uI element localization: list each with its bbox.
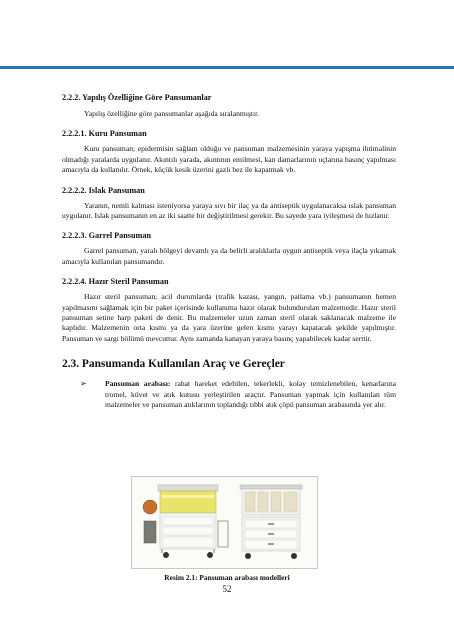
bullet-term: Pansuman arabası: (105, 379, 171, 389)
section-heading-garrel: 2.2.2.3. Garrel Pansuman (62, 231, 152, 241)
section-heading-2-3: 2.3. Pansumanda Kullanılan Araç ve Gereçler (62, 358, 285, 371)
section-heading-islak: 2.2.2.2. Islak Pansuman (62, 185, 145, 195)
cart-right-image (240, 485, 302, 559)
bullet-item-pansuman-arabasi (62, 379, 396, 410)
figure-caption: Resim 2.1: Pansuman arabası modelleri (164, 573, 290, 582)
bullet-body: rahat hareket edebilen, tekerlekli, kolay temizlenebilen, kenarlarına tromel, küvet ve atık kutusu yerleştirilen araçtır. Pansuman yapmak için kullanılan tüm malzemeler ve pansuman atıklarının toplandığı tıbbi atık çöpü pansuman arabasında yer alır. (105, 379, 396, 410)
cart-photo (131, 476, 318, 569)
header-rule (0, 66, 454, 69)
section-heading-2-2-2: 2.2.2. Yapılış Özelliğine Göre Pansumanlar (62, 93, 212, 102)
paragraph-garrel: Garrel pansuman, yaralı bölgeyi devamlı ya da belirli aralıklarla uygun antiseptik veya ilaçla yıkamak amacıyla kullanılan pansumandır. (62, 246, 396, 266)
paragraph-hazir: Hazır steril pansuman; acil durumlarda (trafik kazası, yangın, patlama vb.) pansumanın hemen yapılmasını sağlamak için bir paket içerisinde kullanıma hazır olarak bulundurulan malzemedir. Hazır steril pansuman setine harp paketi de denir. Bu malzemeler uzun zaman steril olarak saklanacak malzeme ile kaplıdır. Malzemenin orta kısmı ya da yara üzerine gelen kısmı yarayı kapatacak şekilde yapılmıştır. Pansuman ve sargı bölümü mevcuttur. Aynı zamanda kanayan yaraya basınç yapabilecek kadar serttir. (62, 292, 396, 343)
page-content (62, 92, 396, 411)
paragraph-kuru: Kuru pansuman; epidermisin sağlam olduğu ve pansuman malzemesinin yaraya yapışma ihtimalinin olmadığı yaralarda uygulanır. Akıntılı yarada, akıntının emilmesi, kan damarlarının uçlarına basınç yapılması amacıyla da kullanılır. Örnek, küçük kesik üzerini gazlı bez ile kapatmak vb. (62, 144, 396, 175)
paragraph-islak: Yaranın, nemli kalması isteniyorsa yaraya sıvı bir ilaç ya da antiseptik uygulanacaksa ıslak pansuman uygulanır. Islak pansumanın en az iki saatte bir değiştirilmesi gerekir. Bu sayede yara iyileşmesi de hızlanır. (62, 200, 396, 221)
section-intro: Yapılış özelliğine göre pansumanlar aşağıda sıralanmıştır. (84, 109, 260, 118)
section-heading-kuru: 2.2.2.1. Kuru Pansuman (62, 129, 147, 139)
arrow-bullet-icon: ➢ (80, 379, 87, 389)
section-heading-hazir: 2.2.2.4. Hazır Steril Pansuman (62, 277, 169, 287)
cart-left-image (143, 485, 228, 558)
page-number: 52 (222, 584, 232, 594)
cart-illustration (132, 477, 317, 568)
